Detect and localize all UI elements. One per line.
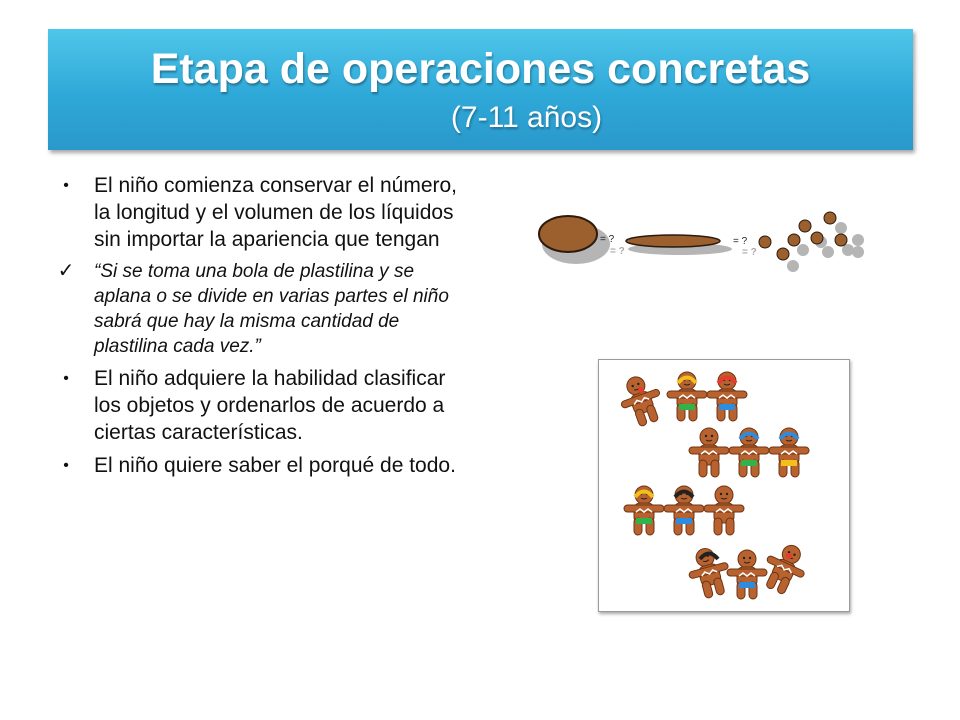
slide-subtitle: (7-11 años) xyxy=(450,101,603,134)
cookie-row-3 xyxy=(624,486,744,535)
list-item-text: El niño adquiere la habilidad clasificar los objetos y ordenarlos de acuerdo a ciertas características. xyxy=(94,367,446,444)
equals-question-1: = ? xyxy=(600,234,615,245)
list-item-text: El niño comienza conservar el número, la longitud y el volumen de los líquidos sin importar la apariencia que tengan xyxy=(94,174,458,251)
list-item-text: “Si se toma una bola de plastilina y se aplana o se divide en varias partes el niño sabrá que hay la misma cantidad de plastilina cada vez.” xyxy=(94,261,449,357)
equals-question-2: = ? xyxy=(733,236,748,247)
bullet-icon: • xyxy=(63,457,69,474)
gingerbread-cookies-illustration xyxy=(599,360,849,611)
clay-ball xyxy=(539,216,597,252)
gingerbread-cookies-image xyxy=(598,359,850,612)
equals-question-1-shadow: = ? xyxy=(610,246,625,257)
equals-question-2-shadow: = ? xyxy=(742,247,757,258)
checkmark-icon: ✓ xyxy=(57,260,75,282)
bullet-list xyxy=(56,172,476,485)
title-banner xyxy=(48,29,913,150)
cookie-row-1 xyxy=(614,371,747,431)
slide-title: Etapa de operaciones concretas xyxy=(150,45,811,93)
list-item xyxy=(56,452,476,479)
cookie-row-2 xyxy=(689,428,809,477)
flat-clay xyxy=(626,235,720,247)
bullet-icon: • xyxy=(63,177,69,194)
clay-pieces xyxy=(759,212,864,272)
list-item-text: El niño quiere saber el porqué de todo. xyxy=(94,454,456,477)
bullet-icon: • xyxy=(63,370,69,387)
list-item-quote xyxy=(56,259,476,359)
list-item xyxy=(56,172,476,253)
list-item xyxy=(56,365,476,446)
clay-conservation-figure xyxy=(528,204,868,284)
cookie-row-4 xyxy=(683,538,813,602)
